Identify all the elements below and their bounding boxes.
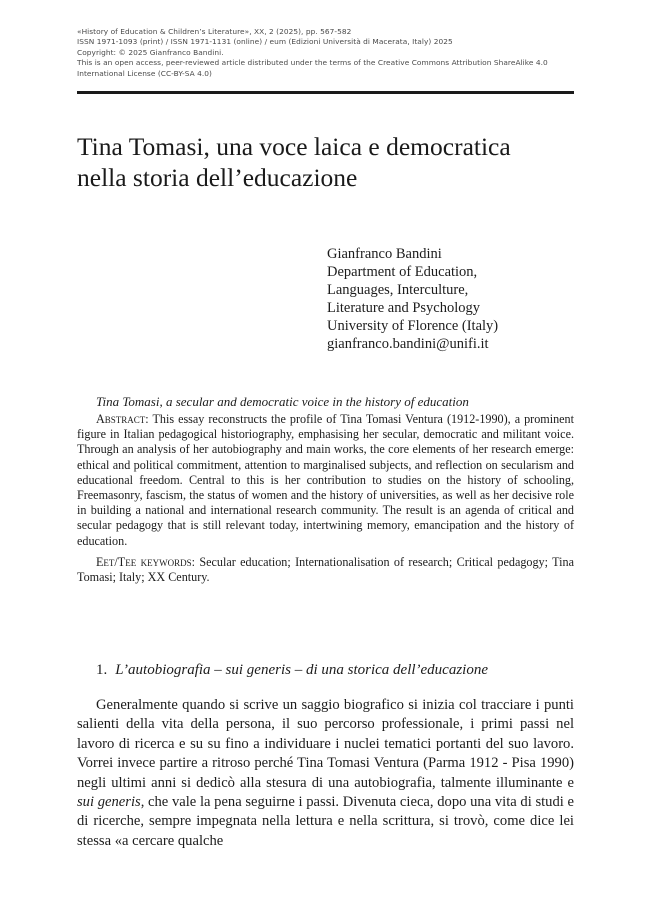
keywords	[77, 555, 574, 585]
license-line: International License (CC-BY-SA 4.0)	[77, 68, 212, 78]
affiliation-line: University of Florence (Italy)	[327, 318, 499, 334]
keywords-text: Secular education; Internationalisation of research; Critical pedagogy; Tina Tomasi; Italy; XX Century.	[77, 554, 574, 585]
paragraph-italic: sui generis	[77, 794, 141, 811]
abstract	[77, 412, 574, 549]
affiliation-line: Languages, Interculture,	[327, 282, 469, 298]
article-title	[77, 131, 597, 193]
affiliation-line: Literature and Psychology	[327, 300, 481, 316]
abstract-label: Abstract:	[96, 412, 149, 426]
section-number: 1.	[96, 662, 108, 678]
issn-line: ISSN 1971-1093 (print) / ISSN 1971-1131 (online) / eum (Edizioni Università di Macerata, Italy) 2025	[77, 37, 453, 47]
title-line: Tina Tomasi, una voce laica e democratica	[77, 132, 511, 161]
journal-header	[77, 27, 577, 79]
keywords-label: Eet/Tee keywords:	[96, 554, 195, 569]
section-heading	[96, 661, 574, 679]
author-name: Gianfranco Bandini	[327, 246, 442, 262]
title-line: nella storia dell’educazione	[77, 163, 358, 192]
header-divider	[77, 91, 574, 94]
author-email[interactable]: gianfranco.bandini@unifi.it	[327, 336, 489, 352]
paragraph-text: Generalmente quando si scrive un saggio biografico si inizia col tracciare i punti salienti della vita della persona, il suo percorso professionale, i primi passi nel lavoro di ricerca e su su fino a individuare i nuclei tematici portanti del suo lavoro. Vorrei invece partire a ritroso perché Tina Tomasi Ventura (Parma 1912 - Pisa 1990) negli ultimi anni si dedicò alla stesura di una autobiografia, talmente illuminante e	[77, 697, 574, 791]
body-paragraph	[77, 696, 574, 851]
license-line: This is an open access, peer-reviewed article distributed under the terms of the Creative Commons Attribution ShareAlike 4.0	[77, 58, 548, 68]
affiliation-line: Department of Education,	[327, 264, 478, 280]
paragraph-text: , che vale la pena seguirne i passi. Divenuta cieca, dopo una vita di studi e di ricerche, sempre impegnata nella lettura e nella scrittura, si trovò, come dice lei stessa «a cercare qualche	[77, 794, 574, 849]
journal-citation: «History of Education & Children’s Literature», XX, 2 (2025), pp. 567-582	[77, 27, 352, 36]
english-title: Tina Tomasi, a secular and democratic voice in the history of education	[96, 394, 469, 409]
abstract-text: This essay reconstructs the profile of Tina Tomasi Ventura (1912-1990), a prominent figure in Italian pedagogical historiography, emphasising her secular, democratic and militant voice. Through an analysis of her autobiography and main works, the core elements of her research emerge: ethical and political commitment, attention to marginalised subjects, and reflection on secularism and educational freedom. Central to this is her contribution to studies on the history of schooling, Freemasonry, fascism, the status of women and the history of universities, as well as her decisive role in building a national and international research community. The result is an agenda of critical and secular pedagogy that is still relevant today, intertwining memory, emancipation and the history of education.	[77, 412, 575, 548]
copyright-line: Copyright: © 2025 Gianfranco Bandini.	[77, 47, 224, 57]
section-title: L’autobiografia – sui generis – di una storica dell’educazione	[115, 662, 489, 678]
author-block	[327, 245, 587, 353]
abstract-section	[77, 394, 574, 585]
